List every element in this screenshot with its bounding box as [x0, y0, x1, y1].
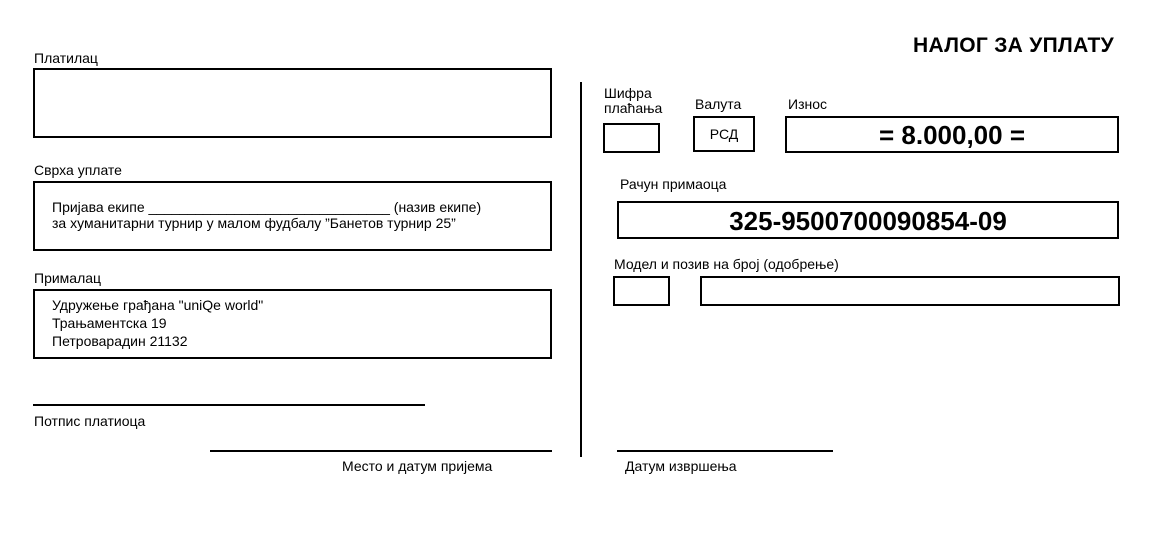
purpose-line-1	[52, 199, 481, 215]
reference-number-field[interactable]	[700, 276, 1120, 306]
recipient-line-2: Трањаментска 19	[52, 315, 167, 331]
payer-label: Платилац	[34, 50, 98, 66]
currency-value: РСД	[709, 126, 739, 142]
recipient-field[interactable]	[33, 289, 552, 359]
purpose-line-2: за хуманитарни турнир у малом фудбалу ”Банетов турнир 25”	[52, 215, 456, 231]
recipient-account-field[interactable]	[617, 201, 1119, 239]
amount-label: Износ	[788, 96, 827, 112]
purpose-suffix: (назив екипе)	[393, 199, 482, 215]
payer-signature-line[interactable]	[33, 404, 425, 406]
execution-date-line[interactable]	[617, 450, 833, 452]
payment-code-field[interactable]	[603, 123, 660, 153]
amount-value: = 8.000,00 =	[878, 120, 1026, 150]
column-divider	[580, 82, 582, 457]
payment-code-label	[604, 86, 662, 116]
currency-field[interactable]	[693, 116, 755, 152]
purpose-field[interactable]	[33, 181, 552, 251]
form-title: НАЛОГ ЗА УПЛАТУ	[913, 34, 1114, 57]
payer-field[interactable]	[33, 68, 552, 138]
currency-label: Валута	[695, 96, 742, 112]
place-date-label: Место и датум пријема	[342, 458, 493, 474]
recipient-account-label: Рачун примаоца	[620, 176, 727, 192]
team-name-blank[interactable]: _______________________________	[148, 199, 390, 215]
payment-code-label-line-1: Шифра	[604, 85, 652, 101]
payer-signature-label: Потпис платиоца	[34, 413, 146, 429]
amount-field[interactable]	[785, 116, 1119, 153]
execution-date-label: Датум извршења	[625, 458, 737, 474]
recipient-account-value: 325-9500700090854-09	[729, 206, 1007, 236]
recipient-line-3: Петроварадин 21132	[52, 333, 188, 349]
model-field[interactable]	[613, 276, 670, 306]
model-reference-label: Модел и позив на број (одобрење)	[614, 256, 839, 272]
recipient-line-1: Удружење грађана "uniQe world"	[52, 297, 264, 313]
payment-code-label-line-2: плаћања	[604, 100, 663, 116]
place-date-line[interactable]	[210, 450, 552, 452]
purpose-label: Сврха уплате	[34, 162, 122, 178]
recipient-label: Прималац	[34, 270, 102, 286]
purpose-prefix: Пријава екипе	[52, 199, 145, 215]
